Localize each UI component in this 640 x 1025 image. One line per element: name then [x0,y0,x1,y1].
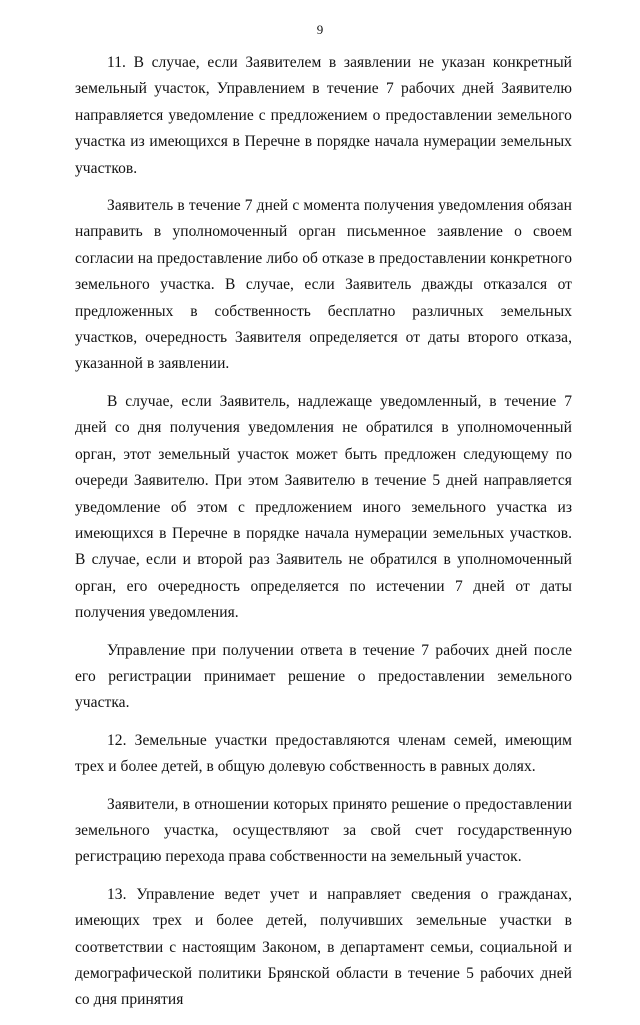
paragraph-11-notification: 11. В случае, если Заявителем в заявлении не указан конкретный земельный участок, Управлением в течение 7 рабочих дней Заявителю направляется уведомление с предложением о предоставлении земельного участка из имеющихся в Перечне в порядке начала нумерации земельных участков. [75,54,572,177]
paragraph-12-shared-ownership: 12. Земельные участки предоставляются членам семей, имеющим трех и более детей, в общую долевую собственность в равных долях. [75,731,572,776]
paragraph-decision: Управление при получении ответа в течение 7 рабочих дней после его регистрации принимает решение о предоставлении земельного участка. [75,641,572,712]
document-body [75,50,572,1025]
paragraph-no-response: В случае, если Заявитель, надлежаще уведомленный, в течение 7 дней со дня получения уведомления не обратился в уполномоченный орган, этот земельный участок может быть предложен следующему по очереди Заявителю. При этом Заявителю в течение 5 дней направляется уведомление об этом с предложением иного земельного участка из имеющихся в Перечне в порядке начала нумерации земельных участков. В случае, если и второй раз Заявитель не обратился в уполномоченный орган, его очередность определяется по истечении 7 дней от даты получения уведомления. [75,392,572,622]
paragraph-13-records: 13. Управление ведет учет и направляет сведения о гражданах, имеющих трех и более детей, получивших земельные участки в соответствии с настоящим Законом, в департамент семьи, социальной и демографической политики Брянской области в течение 5 рабочих дней со дня принятия [75,885,572,1009]
paragraph-applicant-response: Заявитель в течение 7 дней с момента получения уведомления обязан направить в уполномоченный орган письменное заявление о своем согласии на предоставление либо об отказе в предоставлении конкретного земельного участка. В случае, если Заявитель дважды отказался от предложенных в собственность бесплатно различных земельных участков, очередность Заявителя определяется от даты второго отказа, указанной в заявлении. [75,197,572,373]
page-number: 9 [316,22,324,37]
paragraph-registration: Заявители, в отношении которых принято решение о предоставлении земельного участка, осуществляют за свой счет государственную регистрацию перехода права собственности на земельный участок. [75,795,572,866]
